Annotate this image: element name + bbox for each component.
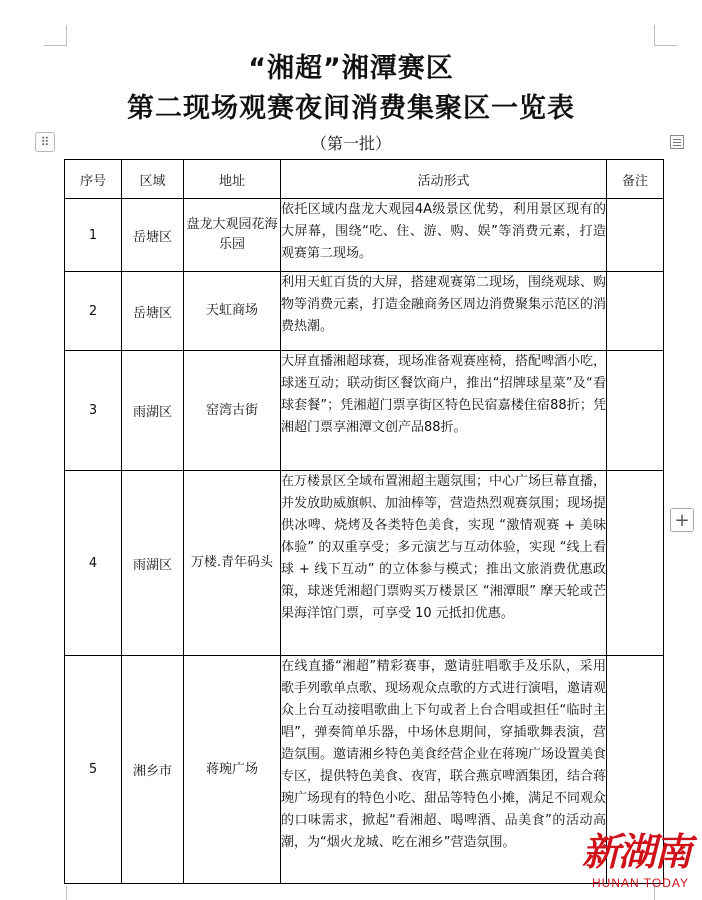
header-address: 地址 — [184, 160, 281, 199]
cell-index[interactable]: 2 — [65, 272, 122, 351]
cell-region[interactable]: 雨湖区 — [122, 351, 184, 471]
logo-english-text: HUNAN TODAY — [592, 876, 690, 890]
cell-remark[interactable] — [607, 199, 664, 272]
cell-remark[interactable] — [607, 272, 664, 351]
cell-activity[interactable]: 在线直播“湘超”精彩赛事，邀请驻唱歌手及乐队，采用歌手列歌单点歌、现场观众点歌的方式进行演唱，邀请观众上台互动接唱歌曲上下句或者上台合唱或担任“临时主唱”，弹奏简单乐器，中场休息期间，穿插歌舞表演，营造氛围。邀请湘乡特色美食经营企业在蒋琬广场设置美食专区，提供特色美食、夜宵，联合燕京啤酒集团，结合蒋琬广场现有的特色小吃、甜品等特色小摊，满足不同观众的口味需求，掀起“看湘超、喝啤酒、品美食”的活动高潮，为“烟火龙城、吃在湘乡”营造氛围。 — [281, 656, 607, 884]
cell-index[interactable]: 3 — [65, 351, 122, 471]
table-row — [65, 471, 664, 656]
cell-activity[interactable]: 依托区域内盘龙大观园4A级景区优势，利用景区现有的大屏幕，围绕“吃、住、游、购、娱”等消费元素，打造观赛第二现场。 — [281, 199, 607, 272]
cell-index[interactable]: 4 — [65, 471, 122, 656]
table-side-toolbar[interactable] — [670, 131, 702, 153]
document-title-line2: 第二现场观赛夜间消费集聚区一览表 — [127, 93, 575, 124]
table-row — [65, 272, 664, 351]
document-title-line1: “湘超”湘潭赛区 — [248, 53, 454, 84]
header-activity: 活动形式 — [281, 160, 607, 199]
page-corner-mark-bottom-left — [44, 886, 67, 900]
venue-table — [64, 159, 664, 884]
cell-address[interactable]: 盘龙大观园花海乐园 — [184, 199, 281, 272]
header-region: 区域 — [122, 160, 184, 199]
move-handle-icon: ⠿ — [40, 135, 50, 149]
cell-region[interactable]: 岳塘区 — [122, 272, 184, 351]
table-row — [65, 351, 664, 471]
cell-activity[interactable]: 利用天虹百货的大屏，搭建观赛第二现场，围绕观球、购物等消费元素，打造金融商务区周边消费聚集示范区的消费热潮。 — [281, 272, 607, 351]
table-tools-icon — [670, 135, 684, 149]
cell-region[interactable]: 湘乡市 — [122, 656, 184, 884]
page-corner-mark-top-right — [654, 25, 677, 46]
header-index: 序号 — [65, 160, 122, 199]
cell-activity[interactable]: 大屏直播湘超球赛，现场准备观赛座椅，搭配啤酒小吃，球迷互动；联动街区餐饮商户，推出“招牌球星菜”及“看球套餐”；凭湘超门票享街区特色民宿嘉楼住宿88折；凭湘超门票享湘潭文创产品88折。 — [281, 351, 607, 471]
cell-region[interactable]: 雨湖区 — [122, 471, 184, 656]
cell-region[interactable]: 岳塘区 — [122, 199, 184, 272]
cell-remark[interactable] — [607, 351, 664, 471]
cell-activity[interactable]: 在万楼景区全域布置湘超主题氛围；中心广场巨幕直播，并发放助威旗帜、加油棒等，营造热烈观赛氛围；现场提供冰啤、烧烤及各类特色美食，实现 “激情观赛 + 美味体验” 的双重享受；多元演艺与互动体验，实现 “线上看球 + 线下互动” 的立体参与模式；推出文旅消费优惠政策，球迷凭湘超门票购买万楼景区 “湘潭眼” 摩天轮或芒果海洋馆门票，可享受 10 元抵扣优惠。 — [281, 471, 607, 656]
plus-icon: + — [674, 509, 690, 531]
cell-address[interactable]: 蒋琬广场 — [184, 656, 281, 884]
cell-address[interactable]: 天虹商场 — [184, 272, 281, 351]
cell-remark[interactable] — [607, 471, 664, 656]
cell-index[interactable]: 1 — [65, 199, 122, 272]
cell-address[interactable]: 窑湾古街 — [184, 351, 281, 471]
hunan-today-watermark-logo — [582, 828, 700, 898]
table-header-row — [65, 160, 664, 199]
table-move-handle[interactable] — [35, 132, 55, 152]
table-row — [65, 199, 664, 272]
page-corner-mark-top-left — [44, 25, 67, 46]
document-subtitle: （第一批） — [310, 134, 391, 153]
table-row — [65, 656, 664, 884]
header-remark: 备注 — [607, 160, 664, 199]
logo-chinese-text: 新湖南 — [582, 829, 691, 874]
cell-address[interactable]: 万楼.青年码头 — [184, 471, 281, 656]
cell-index[interactable]: 5 — [65, 656, 122, 884]
add-row-button[interactable] — [670, 508, 694, 532]
